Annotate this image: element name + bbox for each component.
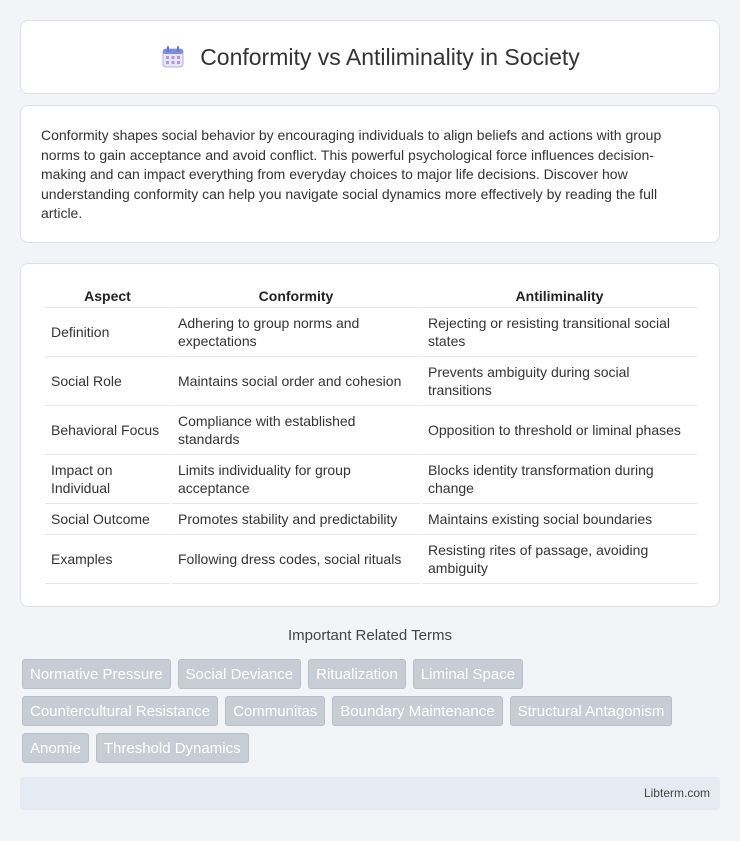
- table-cell: Opposition to threshold or liminal phases: [422, 406, 697, 455]
- table-cell: Maintains existing social boundaries: [422, 504, 697, 535]
- table-cell: Definition: [45, 308, 170, 357]
- calendar-icon: [160, 44, 186, 70]
- header-card: [20, 20, 720, 94]
- tag-ritualization[interactable]: Ritualization: [308, 659, 406, 689]
- table-row: [45, 504, 697, 535]
- table-row: [45, 357, 697, 406]
- intro-card: [20, 105, 720, 243]
- table-cell: Limits individuality for group acceptance: [172, 455, 420, 504]
- table-cell: Resisting rites of passage, avoiding ambiguity: [422, 535, 697, 584]
- tag-social-deviance[interactable]: Social Deviance: [178, 659, 302, 689]
- page-title: Conformity vs Antiliminality in Society: [200, 43, 580, 70]
- table-cell: Social Role: [45, 357, 170, 406]
- table-cell: Behavioral Focus: [45, 406, 170, 455]
- table-header-row: [45, 284, 697, 308]
- table-cell: Adhering to group norms and expectations: [172, 308, 420, 357]
- table-row: [45, 406, 697, 455]
- table-cell: Rejecting or resisting transitional social states: [422, 308, 697, 357]
- table-cell: Impact on Individual: [45, 455, 170, 504]
- tag-normative-pressure[interactable]: Normative Pressure: [22, 659, 171, 689]
- tag-anomie[interactable]: Anomie: [22, 733, 89, 763]
- table-cell: Social Outcome: [45, 504, 170, 535]
- related-terms-title: Important Related Terms: [288, 627, 452, 644]
- table-cell: Blocks identity transformation during change: [422, 455, 697, 504]
- table-cell: Examples: [45, 535, 170, 584]
- footer: [20, 777, 720, 810]
- tag-threshold-dynamics[interactable]: Threshold Dynamics: [96, 733, 249, 763]
- tag-boundary-maintenance[interactable]: Boundary Maintenance: [332, 696, 502, 726]
- intro-text: Conformity shapes social behavior by encouraging individuals to align beliefs and actions with group norms to gain acceptance and avoid conflict. This powerful psychological force influences decision-making and can impact everything from everyday choices to major life decisions. Discover how understanding conformity can help you navigate social dynamics more effectively by reading the full article.: [41, 127, 662, 222]
- column-header-conformity: Conformity: [172, 284, 420, 308]
- comparison-table-card: [20, 263, 720, 607]
- table-cell: Compliance with established standards: [172, 406, 420, 455]
- table-cell: Following dress codes, social rituals: [172, 535, 420, 584]
- footer-site-link[interactable]: Libterm.com: [643, 786, 710, 800]
- tag-structural-antagonism[interactable]: Structural Antagonism: [510, 696, 673, 726]
- table-cell: Promotes stability and predictability: [172, 504, 420, 535]
- column-header-antiliminality: Antiliminality: [422, 284, 697, 308]
- tag-communitas[interactable]: Communitas: [225, 696, 325, 726]
- tag-liminal-space[interactable]: Liminal Space: [413, 659, 523, 689]
- table-cell: Maintains social order and cohesion: [172, 357, 420, 406]
- tag-countercultural-resistance[interactable]: Countercultural Resistance: [22, 696, 218, 726]
- table-row: [45, 308, 697, 357]
- column-header-aspect: Aspect: [45, 284, 170, 308]
- table-cell: Prevents ambiguity during social transitions: [422, 357, 697, 406]
- related-terms-list: [22, 659, 722, 763]
- table-row: [45, 535, 697, 584]
- table-row: [45, 455, 697, 504]
- comparison-table: [43, 284, 699, 584]
